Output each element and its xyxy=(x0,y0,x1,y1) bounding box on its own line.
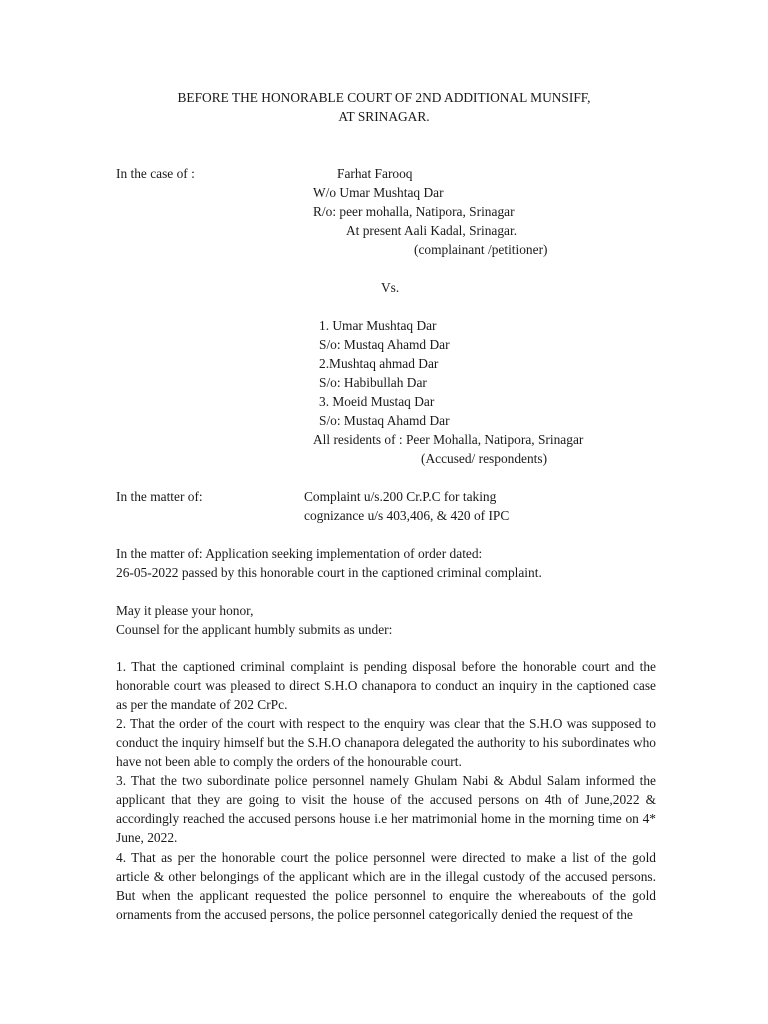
matter-line1: Complaint u/s.200 Cr.P.C for taking xyxy=(304,489,497,504)
complainant-present-address: At present Aali Kadal, Srinagar. xyxy=(346,223,518,238)
salutation-line1: May it please your honor, xyxy=(116,603,254,618)
application-line1: In the matter of: Application seeking implementation of order dated: xyxy=(116,546,483,561)
complainant-relation: W/o Umar Mushtaq Dar xyxy=(313,185,444,200)
paragraph-3: 3. That the two subordinate police personnel namely Ghulam Nabi & Abdul Salam informed the applicant that they are going to visit the house of the accused persons on 4th of June,2022 & accordingly reached the accused persons house i.e her matrimonial home in the morning time on 4* June, 2022. xyxy=(116,773,656,846)
accused-role: (Accused/ respondents) xyxy=(421,451,548,466)
paragraph-1: 1. That the captioned criminal complaint is pending disposal before the honorable court and the honorable court was pleased to direct S.H.O chanapora to conduct an inquiry in the captioned case as per the mandate of 202 CrPc. xyxy=(116,659,656,713)
paragraph-2: 2. That the order of the court with respect to the enquiry was clear that the S.H.O was supposed to conduct the inquiry himself but the S.H.O chanapora delegated the authority to his subordinates who have not been able to comply the orders of the honourable court. xyxy=(116,716,656,770)
accused-line: S/o: Mustaq Ahamd Dar xyxy=(319,337,450,352)
application-line2: 26-05-2022 passed by this honorable court in the captioned criminal complaint. xyxy=(116,565,542,580)
salutation-line2: Counsel for the applicant humbly submits as under: xyxy=(116,622,393,637)
court-heading-line1: BEFORE THE HONORABLE COURT OF 2ND ADDITIONAL MUNSIFF, xyxy=(177,90,591,105)
accused-residence: All residents of : Peer Mohalla, Natipora, Srinagar xyxy=(313,432,584,447)
accused-line: 1. Umar Mushtaq Dar xyxy=(319,318,437,333)
matter-label: In the matter of: xyxy=(116,489,203,504)
complainant-name: Farhat Farooq xyxy=(337,166,413,181)
versus-label: Vs. xyxy=(381,280,400,295)
paragraph-4: 4. That as per the honorable court the police personnel were directed to make a list of the gold article & other belongings of the applicant which are in the illegal custody of the accused persons. But when the applicant requested the police personnel to enquire the whereabouts of the gold ornaments from the accused persons, the police personnel categorically denied the request of the xyxy=(116,850,656,923)
accused-line: 2.Mushtaq ahmad Dar xyxy=(319,356,439,371)
accused-line: S/o: Habibullah Dar xyxy=(319,375,427,390)
accused-line: S/o: Mustaq Ahamd Dar xyxy=(319,413,450,428)
complainant-residence: R/o: peer mohalla, Natipora, Srinagar xyxy=(313,204,515,219)
case-label: In the case of : xyxy=(116,166,195,181)
complainant-role: (complainant /petitioner) xyxy=(414,242,548,257)
matter-line2: cognizance u/s 403,406, & 420 of IPC xyxy=(304,508,510,523)
court-heading-line2: AT SRINAGAR. xyxy=(338,109,430,124)
accused-line: 3. Moeid Mustaq Dar xyxy=(319,394,435,409)
